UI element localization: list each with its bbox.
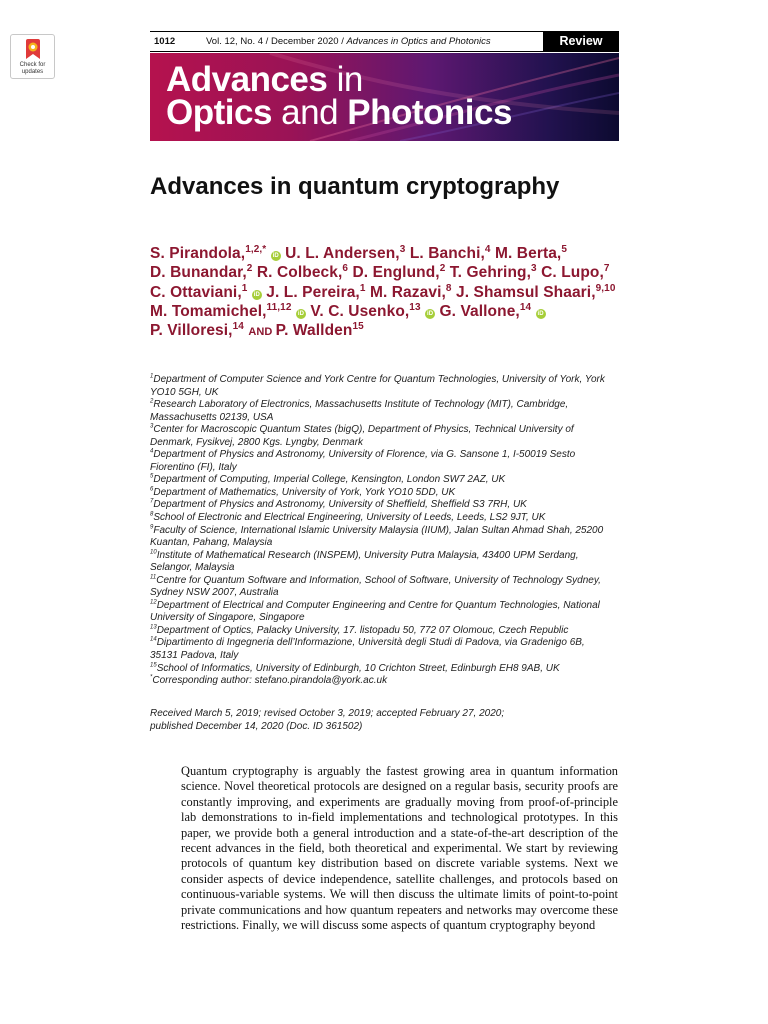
author-name[interactable] xyxy=(150,322,244,339)
affiliation-text: Research Laboratory of Electronics, Massachusetts Institute of Technology (MIT), Cambridge, Massachusetts 02139, USA xyxy=(150,399,569,423)
affiliation-item xyxy=(150,399,610,424)
author-name[interactable] xyxy=(353,264,446,281)
author-name-text: C. Lupo, xyxy=(541,264,604,282)
affiliation-number: 3 xyxy=(150,423,154,430)
affiliation-number: 14 xyxy=(150,637,157,644)
banner-word-optics: Optics xyxy=(166,93,272,132)
check-for-updates-badge[interactable] xyxy=(10,34,55,79)
author-affiliation-sup: 3 xyxy=(399,243,406,255)
author-name[interactable] xyxy=(257,264,348,281)
affiliation-item xyxy=(150,600,610,625)
affiliation-number: 8 xyxy=(150,511,154,518)
affiliation-item xyxy=(150,474,610,487)
affiliation-number: 2 xyxy=(150,398,154,405)
affiliation-text: Department of Electrical and Computer Engineering and Centre for Quantum Technologies, National University of Singapore, Singapore xyxy=(150,599,600,624)
affiliation-text: Faculty of Science, International Islamic University Malaysia (IIUM), Jalan Sultan Ahmad Shah, 25200 Kuantan, Pahang, Malaysia xyxy=(150,524,604,549)
author-name-text: J. L. Pereira, xyxy=(266,283,360,301)
badge-label-1: Check for xyxy=(19,62,46,68)
orcid-icon[interactable]: iD xyxy=(253,291,260,298)
author-affiliation-sup: 11,12 xyxy=(266,301,292,313)
banner-word-and: and xyxy=(271,93,348,132)
journal-name: Advances in Optics and Photonics xyxy=(346,36,491,47)
author-affiliation-sup: 1,2,* xyxy=(245,243,267,255)
affiliation-number: 10 xyxy=(150,549,157,556)
bookmark-icon xyxy=(23,39,43,61)
affiliation-text: Department of Physics and Astronomy, University of Florence, via G. Sansone 1, I-50019 Sesto Fiorentino (FI), Italy xyxy=(150,449,576,473)
affiliation-item xyxy=(150,550,610,575)
section-tag: Review xyxy=(543,31,619,52)
affiliation-text: Department of Optics, Palacky University, 17. listopadu 50, 772 07 Olomouc, Czech Republic xyxy=(156,624,569,636)
affiliation-text: Center for Macroscopic Quantum States (bigQ), Department of Physics, Technical University of Denmark, Fysikvej, 2800 Kgs. Lyngby, Denmark xyxy=(150,424,574,448)
author-name[interactable] xyxy=(541,264,609,281)
author-affiliation-sup: 9,10 xyxy=(595,282,616,294)
author-name[interactable] xyxy=(410,245,491,262)
affiliation-number: 12 xyxy=(150,599,157,606)
affiliation-text: Dipartimento di Ingegneria dell’Informazione, Università degli Studi di Padova, via Gradenigo 6B, 35131 Padova, Italy xyxy=(150,637,585,662)
author-affiliation-sup: 4 xyxy=(484,243,491,255)
author-conjunction: AND xyxy=(248,326,276,339)
affiliation-text: Department of Mathematics, University of York, York YO10 5DD, UK xyxy=(153,486,456,498)
banner-word-in: in xyxy=(327,60,363,99)
author-affiliation-sup: 8 xyxy=(445,282,452,294)
page-number: 1012 xyxy=(154,36,176,47)
article-title: Advances in quantum cryptography xyxy=(150,173,560,200)
affiliation-number: 4 xyxy=(150,448,154,455)
author-affiliation-sup: 3 xyxy=(531,263,537,275)
orcid-icon[interactable]: iD xyxy=(426,310,434,317)
author-affiliation-sup: 14 xyxy=(519,301,532,313)
author-name-text: M. Razavi, xyxy=(369,283,446,301)
dates-line-2: published December 14, 2020 (Doc. ID 361502) xyxy=(150,720,363,732)
author-affiliation-sup: 2 xyxy=(246,263,253,275)
affiliation-item xyxy=(150,374,610,399)
affiliation-item xyxy=(150,424,610,449)
author-name-text: U. L. Andersen, xyxy=(285,245,400,262)
author-name[interactable] xyxy=(276,322,364,339)
author-name[interactable] xyxy=(456,284,616,301)
affiliation-number: 5 xyxy=(150,474,154,481)
author-name[interactable] xyxy=(310,303,435,320)
affiliation-number: 7 xyxy=(150,499,154,506)
affiliation-text: Department of Computer Science and York Centre for Quantum Technologies, University of York, York YO10 5GH, UK xyxy=(150,374,605,398)
affiliation-text: School of Electronic and Electrical Engineering, University of Leeds, Leeds, LS2 9JT, UK xyxy=(153,512,546,524)
volume-info xyxy=(206,36,491,47)
author-name-text: M. Berta, xyxy=(494,245,562,262)
affiliation-number: 11 xyxy=(150,574,157,581)
affiliation-number: 15 xyxy=(150,662,157,669)
badge-label-2: updates xyxy=(21,69,44,75)
orcid-icon[interactable]: iD xyxy=(537,310,544,317)
author-affiliation-sup: 14 xyxy=(232,321,244,333)
author-name-text: D. Englund, xyxy=(352,264,440,282)
author-name-text: S. Pirandola, xyxy=(150,245,246,262)
affiliation-text: Institute of Mathematical Research (INSPEM), University Putra Malaysia, 43400 UPM Serdang, Selangor, Malaysia xyxy=(150,549,579,574)
orcid-icon[interactable]: iD xyxy=(272,253,279,259)
affiliation-text: Department of Computing, Imperial College, Kensington, London SW7 2AZ, UK xyxy=(153,474,506,486)
author-name-text: P. Villoresi, xyxy=(150,322,233,340)
author-affiliation-sup: 6 xyxy=(342,263,349,275)
affiliation-list xyxy=(150,374,610,688)
author-name[interactable] xyxy=(150,264,252,281)
affiliation-item xyxy=(150,499,610,512)
affiliation-item xyxy=(150,487,610,500)
banner-word-photonics: Photonics xyxy=(347,93,512,132)
author-name-text: M. Tomamichel, xyxy=(150,302,267,320)
affiliation-number: 1 xyxy=(150,373,154,380)
author-list xyxy=(150,244,625,342)
affiliation-item xyxy=(150,512,610,525)
orcid-icon[interactable]: iD xyxy=(297,310,305,317)
affiliation-item xyxy=(150,675,610,688)
author-affiliation-sup: 7 xyxy=(603,263,610,275)
affiliation-item xyxy=(150,575,610,600)
affiliation-item xyxy=(150,663,610,676)
affiliation-number: 9 xyxy=(150,524,154,531)
author-name-text: J. Shamsul Shaari, xyxy=(455,283,596,301)
banner-line-2 xyxy=(166,95,512,130)
running-header xyxy=(150,31,619,52)
author-name-text: C. Ottaviani, xyxy=(150,283,242,301)
affiliation-item xyxy=(150,525,610,550)
volume-text: Vol. 12, No. 4 / December 2020 / xyxy=(206,36,347,47)
author-affiliation-sup: 1 xyxy=(359,282,366,294)
author-name[interactable] xyxy=(266,284,365,301)
author-name-text: G. Vallone, xyxy=(439,302,520,320)
affiliation-item xyxy=(150,449,610,474)
affiliation-text: Centre for Quantum Software and Information, School of Software, University of Technology Sydney, Sydney NSW 2007, Australia xyxy=(150,574,601,599)
author-name[interactable] xyxy=(150,303,306,320)
author-affiliation-sup: 5 xyxy=(561,243,568,255)
banner-word-advances: Advances xyxy=(166,60,328,99)
author-name[interactable] xyxy=(495,245,567,262)
author-name[interactable] xyxy=(150,245,281,262)
author-affiliation-sup: 15 xyxy=(352,321,364,333)
author-name-text: P. Wallden xyxy=(275,322,353,340)
author-name-text: D. Bunandar, xyxy=(150,264,247,282)
author-name[interactable] xyxy=(450,264,537,281)
affiliation-number: 6 xyxy=(150,486,154,493)
author-affiliation-sup: 2 xyxy=(439,263,446,275)
author-name-text: R. Colbeck, xyxy=(256,264,343,282)
author-name[interactable] xyxy=(285,245,405,262)
affiliation-text: School of Informatics, University of Edinburgh, 10 Crichton Street, Edinburgh EH8 9AB, UK xyxy=(156,662,560,674)
publication-dates xyxy=(150,708,610,733)
author-name-text: T. Gehring, xyxy=(449,264,531,282)
banner-line-1 xyxy=(166,62,363,97)
author-name[interactable] xyxy=(439,303,545,320)
dates-line-1: Received March 5, 2019; revised October 3, 2019; accepted February 27, 2020; xyxy=(150,708,505,719)
journal-banner xyxy=(150,53,619,141)
author-name-text: V. C. Usenko, xyxy=(310,302,410,320)
author-name[interactable] xyxy=(370,284,452,301)
abstract: Quantum cryptography is arguably the fastest growing area in quantum information science. Novel theoretical protocols are designed on a regular basis, security proofs are constantly improving, and experiments are gradually moving from proof-of-principle lab demonstrations to in-field implementations and technological prototypes. In this paper, we provide both a general introduction and a state-of-the-art description of the recent advances in the field, both theoretical and experimental. We start by reviewing protocols of quantum key distribution based on discrete variable systems. Next we consider aspects of device independence, satellite challenges, and protocols based on continuous-variable systems. We will then discuss the ultimate limits of point-to-point private communications and how quantum repeaters and networks may overcome these restrictions. Finally, we will discuss some aspects of quantum cryptography beyond xyxy=(181,764,618,933)
affiliation-item xyxy=(150,637,610,662)
affiliation-text: Department of Physics and Astronomy, University of Sheffield, Sheffield S3 7RH, UK xyxy=(153,499,527,511)
affiliation-item xyxy=(150,625,610,638)
affiliation-text: Corresponding author: stefano.pirandola@york.ac.uk xyxy=(152,675,388,687)
author-name[interactable] xyxy=(150,284,262,301)
author-name-text: L. Banchi, xyxy=(409,245,485,262)
author-affiliation-sup: 13 xyxy=(409,301,421,313)
affiliation-number: * xyxy=(150,674,153,681)
affiliation-number: 13 xyxy=(150,624,157,631)
author-affiliation-sup: 1 xyxy=(241,282,248,294)
